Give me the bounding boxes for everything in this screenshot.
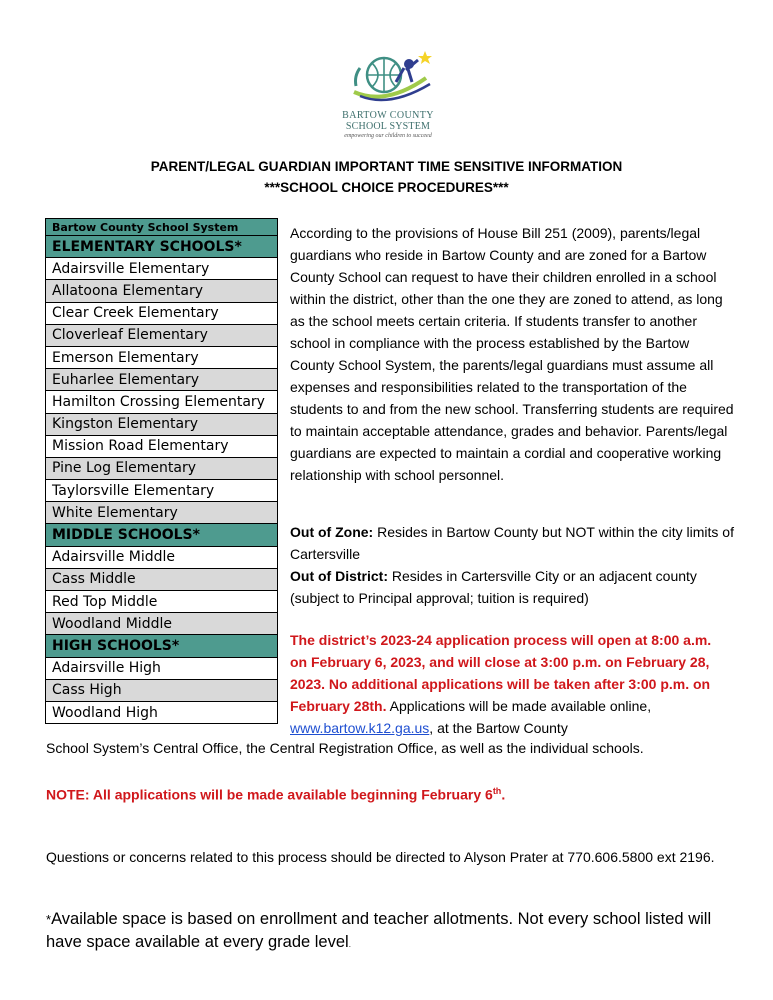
application-paragraph xyxy=(290,629,730,739)
section-header-row xyxy=(46,524,278,546)
logo-wordmark xyxy=(338,110,438,140)
page-subtitle: ***SCHOOL CHOICE PROCEDURES*** xyxy=(264,180,509,195)
table-row xyxy=(46,369,278,391)
school-name: Woodland High xyxy=(46,701,278,723)
table-row xyxy=(46,613,278,635)
section-header-row xyxy=(46,635,278,657)
school-name: Cass Middle xyxy=(46,568,278,590)
school-name: Red Top Middle xyxy=(46,591,278,613)
school-name: Woodland Middle xyxy=(46,613,278,635)
page-title: PARENT/LEGAL GUARDIAN IMPORTANT TIME SENSITIVE INFORMATION xyxy=(150,159,623,174)
footnote-text: Available space is based on enrollment and teacher allotments. Not every school listed will have space available at every grade level xyxy=(46,910,712,951)
globe-logo-icon xyxy=(346,48,434,108)
footnote-end: . xyxy=(348,940,351,949)
out-of-district-definition xyxy=(290,565,735,609)
note-main: NOTE: All applications will be made available beginning February 6 xyxy=(46,786,493,803)
table-caption-row xyxy=(46,219,278,236)
school-name: Taylorsville Elementary xyxy=(46,480,278,502)
table-row xyxy=(46,657,278,679)
logo xyxy=(338,48,438,143)
schools-table xyxy=(45,218,278,724)
note-end: . xyxy=(501,786,506,803)
out-of-district-label: Out of District: xyxy=(290,568,388,584)
table-row xyxy=(46,457,278,479)
logo-line-2: SCHOOL SYSTEM xyxy=(345,121,431,132)
high-header: HIGH SCHOOLS* xyxy=(46,635,278,657)
logo-tagline: empowering our children to succeed xyxy=(344,133,432,139)
table-row xyxy=(46,346,278,368)
application-locations-1: , at the Bartow County xyxy=(429,720,568,736)
section-header-row xyxy=(46,236,278,258)
questions-text: Questions or concerns related to this process should be directed to Alyson Prater at 770.606.5800 ext 2196. xyxy=(46,849,715,865)
school-name: Clear Creek Elementary xyxy=(46,302,278,324)
out-of-zone-definition xyxy=(290,521,735,565)
school-name: Cloverleaf Elementary xyxy=(46,324,278,346)
school-name: Hamilton Crossing Elementary xyxy=(46,391,278,413)
table-row xyxy=(46,324,278,346)
table-row xyxy=(46,502,278,524)
table-row xyxy=(46,258,278,280)
table-row xyxy=(46,546,278,568)
availability-footnote xyxy=(46,908,736,956)
school-name: White Elementary xyxy=(46,502,278,524)
application-locations-2: School System’s Central Office, the Central Registration Office, as well as the individual schools. xyxy=(46,740,644,756)
school-name: Adairsville High xyxy=(46,657,278,679)
table-row xyxy=(46,435,278,457)
application-availability: Applications will be made available online, xyxy=(386,698,652,714)
application-dates: The district’s 2023-24 application process will open at 8:00 a.m. on February 6, 2023, and will close at 3:00 p.m. on February 28, 2023. No additional applications will be taken after 3:00 p.m. on February 28th. xyxy=(290,632,712,714)
school-name: Euharlee Elementary xyxy=(46,369,278,391)
note-sup: th xyxy=(492,786,502,796)
middle-header: MIDDLE SCHOOLS* xyxy=(46,524,278,546)
table-row xyxy=(46,701,278,723)
table-row xyxy=(46,391,278,413)
table-row xyxy=(46,591,278,613)
intro-paragraph: According to the provisions of House Bill 251 (2009), parents/legal guardians who reside in Bartow County and are zoned for a Bartow County School can request to have their children enrolled in a school within the district, other than the one they are zoned to attend, as long as the school meets certain criteria. If students transfer to another school in compliance with the process established by the Bartow County School System, the parents/legal guardians must assume all expenses and responsibilities related to the transportation of the students to and from the new school. Transferring students are required to maintain acceptable attendance, grades and behavior. Parents/legal guardians are expected to maintain a cordial and cooperative working relationship with school personnel. xyxy=(290,225,734,483)
school-name: Mission Road Elementary xyxy=(46,435,278,457)
table-caption: Bartow County School System xyxy=(46,219,278,236)
table-row xyxy=(46,280,278,302)
table-row xyxy=(46,302,278,324)
district-website-link[interactable]: www.bartow.k12.ga.us xyxy=(290,720,430,736)
school-name: Adairsville Elementary xyxy=(46,258,278,280)
school-name: Emerson Elementary xyxy=(46,346,278,368)
table-row xyxy=(46,568,278,590)
out-of-district-text: Resides in Cartersville City or an adjacent county (subject to Principal approval; tuition is required) xyxy=(290,568,697,606)
logo-line-1: BARTOW COUNTY xyxy=(342,110,434,121)
footnote-asterisk: * xyxy=(46,912,52,927)
school-name: Kingston Elementary xyxy=(46,413,278,435)
table-row xyxy=(46,413,278,435)
out-of-zone-label: Out of Zone: xyxy=(290,524,374,540)
elementary-header: ELEMENTARY SCHOOLS* xyxy=(46,236,278,258)
school-name: Allatoona Elementary xyxy=(46,280,278,302)
out-of-zone-text: Resides in Bartow County but NOT within the city limits of Cartersville xyxy=(290,524,734,562)
school-name: Adairsville Middle xyxy=(46,546,278,568)
table-row xyxy=(46,480,278,502)
school-name: Cass High xyxy=(46,679,278,701)
note-text xyxy=(46,780,736,806)
school-name: Pine Log Elementary xyxy=(46,457,278,479)
table-row xyxy=(46,679,278,701)
